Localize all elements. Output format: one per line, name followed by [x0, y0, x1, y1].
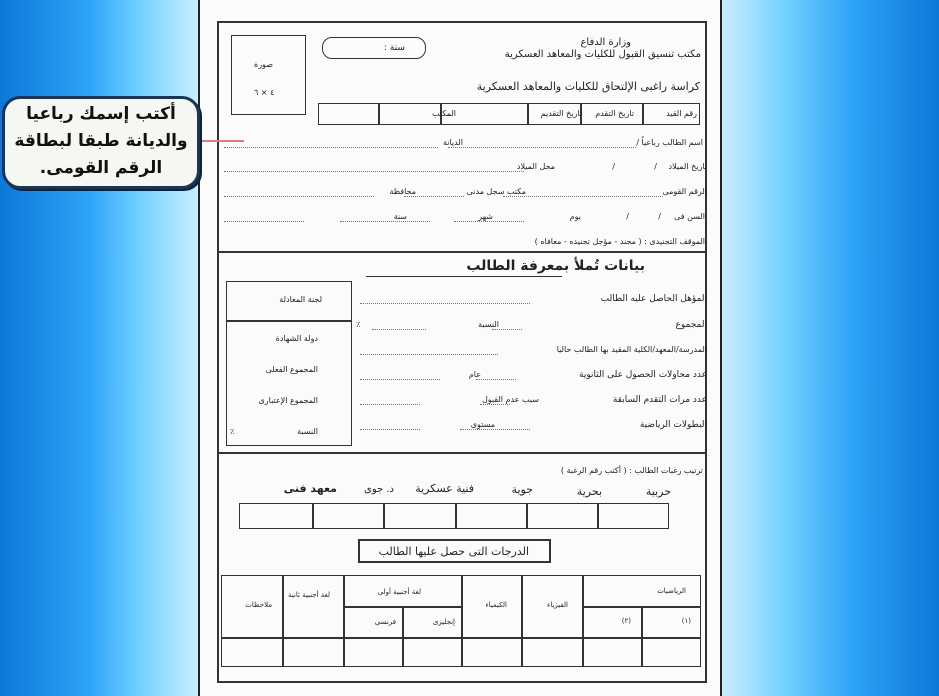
- photo-label: صورة: [254, 60, 273, 69]
- year-field-label: سنة: [393, 212, 407, 221]
- ministry-name: وزارة الدفاع: [580, 37, 631, 48]
- side-percent-sign: ٪: [230, 427, 235, 436]
- preferences-boxes: [239, 503, 669, 529]
- military-status-label: الموقف التجنيدى : ( مجند - مؤجل تجنيده - معافاه ): [534, 237, 705, 246]
- equivalence-committee-box: [226, 281, 352, 446]
- grades-col-first-lang: لغة أجنبية أولى: [377, 588, 421, 596]
- reg-cell-apply-date: تاريخ التقديم: [540, 109, 582, 118]
- year-box: [322, 37, 426, 59]
- reg-cell-date: تاريخ التقدم: [595, 109, 634, 118]
- age-label: السن فى: [674, 212, 705, 221]
- side-percentage-label: النسبة: [297, 427, 318, 436]
- pref-option-air: جوية: [511, 483, 533, 496]
- rejection-reason-label: سبب عدم القبول: [481, 395, 539, 404]
- student-section-title: بيانات تُملأ بمعرفة الطالب: [466, 258, 645, 274]
- equivalence-committee-title: لجنة المعادلة: [279, 295, 322, 304]
- percent-sign: ٪: [356, 320, 361, 329]
- nominal-total-label: المجموع الإعتبارى: [258, 396, 318, 405]
- age-date-sep-1: /: [658, 212, 661, 221]
- pref-option-war: حربية: [645, 485, 671, 498]
- reg-cell-id: رقم القيد: [666, 109, 697, 118]
- school-label: المدرسة/المعهد/الكلية المقيد بها الطالب حاليا: [556, 345, 707, 354]
- grades-col-chemistry: الكيمياء: [485, 601, 507, 609]
- prev-applications-label: عدد مرات التقدم السابقة: [612, 395, 707, 405]
- grades-col-notes: ملاحظات: [245, 601, 272, 609]
- sports-label: البطولات الرياضية: [639, 420, 707, 430]
- office-name: مكتب تنسيق القبول للكليات والمعاهد العسكرية: [504, 49, 701, 60]
- callout-line-2: والديانة طبقا لبطاقة: [14, 131, 188, 151]
- governorate-label: محافظة: [389, 187, 416, 196]
- booklet-title: كراسة راغبى الإلتحاق للكليات والمعاهد العسكرية: [476, 80, 700, 93]
- callout-pointer: [200, 140, 244, 142]
- instruction-callout: [2, 96, 200, 189]
- birth-date-label: تاريخ الميلاد: [668, 162, 707, 171]
- attempt-year-label: عام: [468, 370, 481, 379]
- pref-option-tech-institute: معهد فنى: [283, 482, 337, 495]
- preferences-instruction: ترتيب رغبات الطالب : ( أكتب رقم الرغبة ): [560, 466, 703, 475]
- percentage-label: النسبة: [478, 320, 499, 329]
- grades-title-box: [358, 539, 551, 563]
- national-id-label: الرقم القومى: [662, 187, 707, 196]
- birth-date-sep-1: /: [654, 162, 657, 171]
- qualification-label: المؤهل الحاصل عليه الطالب: [600, 294, 707, 304]
- callout-line-3: الرقم القومى.: [39, 158, 163, 178]
- actual-total-label: المجموع الفعلى: [265, 365, 318, 374]
- certificate-country-label: دولة الشهادة: [275, 334, 318, 343]
- grades-col-second-lang: لغة أجنبية ثانية: [288, 591, 330, 599]
- grades-title: الدرجات التى حصل عليها الطالب: [378, 545, 529, 558]
- birth-place-label: محل الميلاد: [516, 162, 555, 171]
- day-label: يوم: [569, 212, 581, 221]
- student-name-label: اسم الطالب رباعياً /: [636, 138, 703, 147]
- right-background-panel: [722, 0, 939, 696]
- age-date-sep-2: /: [626, 212, 629, 221]
- total-label: المجموع: [675, 320, 707, 330]
- year-label: سنة :: [384, 43, 405, 53]
- grades-col-english: إنجليزى: [432, 618, 455, 626]
- photo-size: ٤ × ٦: [254, 88, 275, 97]
- pref-option-tech-military: فنية عسكرية: [415, 482, 474, 495]
- attempts-label: عدد محاولات الحصول على الثانوية: [579, 370, 707, 380]
- photo-box: [231, 35, 306, 115]
- month-label: شهر: [478, 212, 493, 221]
- religion-label: الديانة: [442, 138, 463, 147]
- grades-col-french: فرنسى: [374, 618, 396, 626]
- birth-date-sep-2: /: [612, 162, 615, 171]
- pref-option-naval: بحرية: [576, 485, 602, 498]
- left-divider: [198, 0, 200, 696]
- grades-col-math: الرياضيات: [657, 587, 686, 595]
- next-page-edge: [200, 684, 720, 696]
- civil-office-label: مكتب سجل مدنى: [466, 187, 526, 196]
- grades-col-math-2: (٢): [621, 617, 631, 625]
- grades-col-physics: الفيزياء: [547, 601, 568, 609]
- sports-level-label: مستوى: [470, 420, 495, 429]
- callout-line-1: أكتب إسمك رباعيا: [26, 104, 176, 124]
- grades-col-math-1: (١): [681, 617, 691, 625]
- reg-cell-office: المكتب: [432, 109, 456, 118]
- pref-option-air-defense: د. جوى: [364, 484, 394, 495]
- right-divider: [720, 0, 722, 696]
